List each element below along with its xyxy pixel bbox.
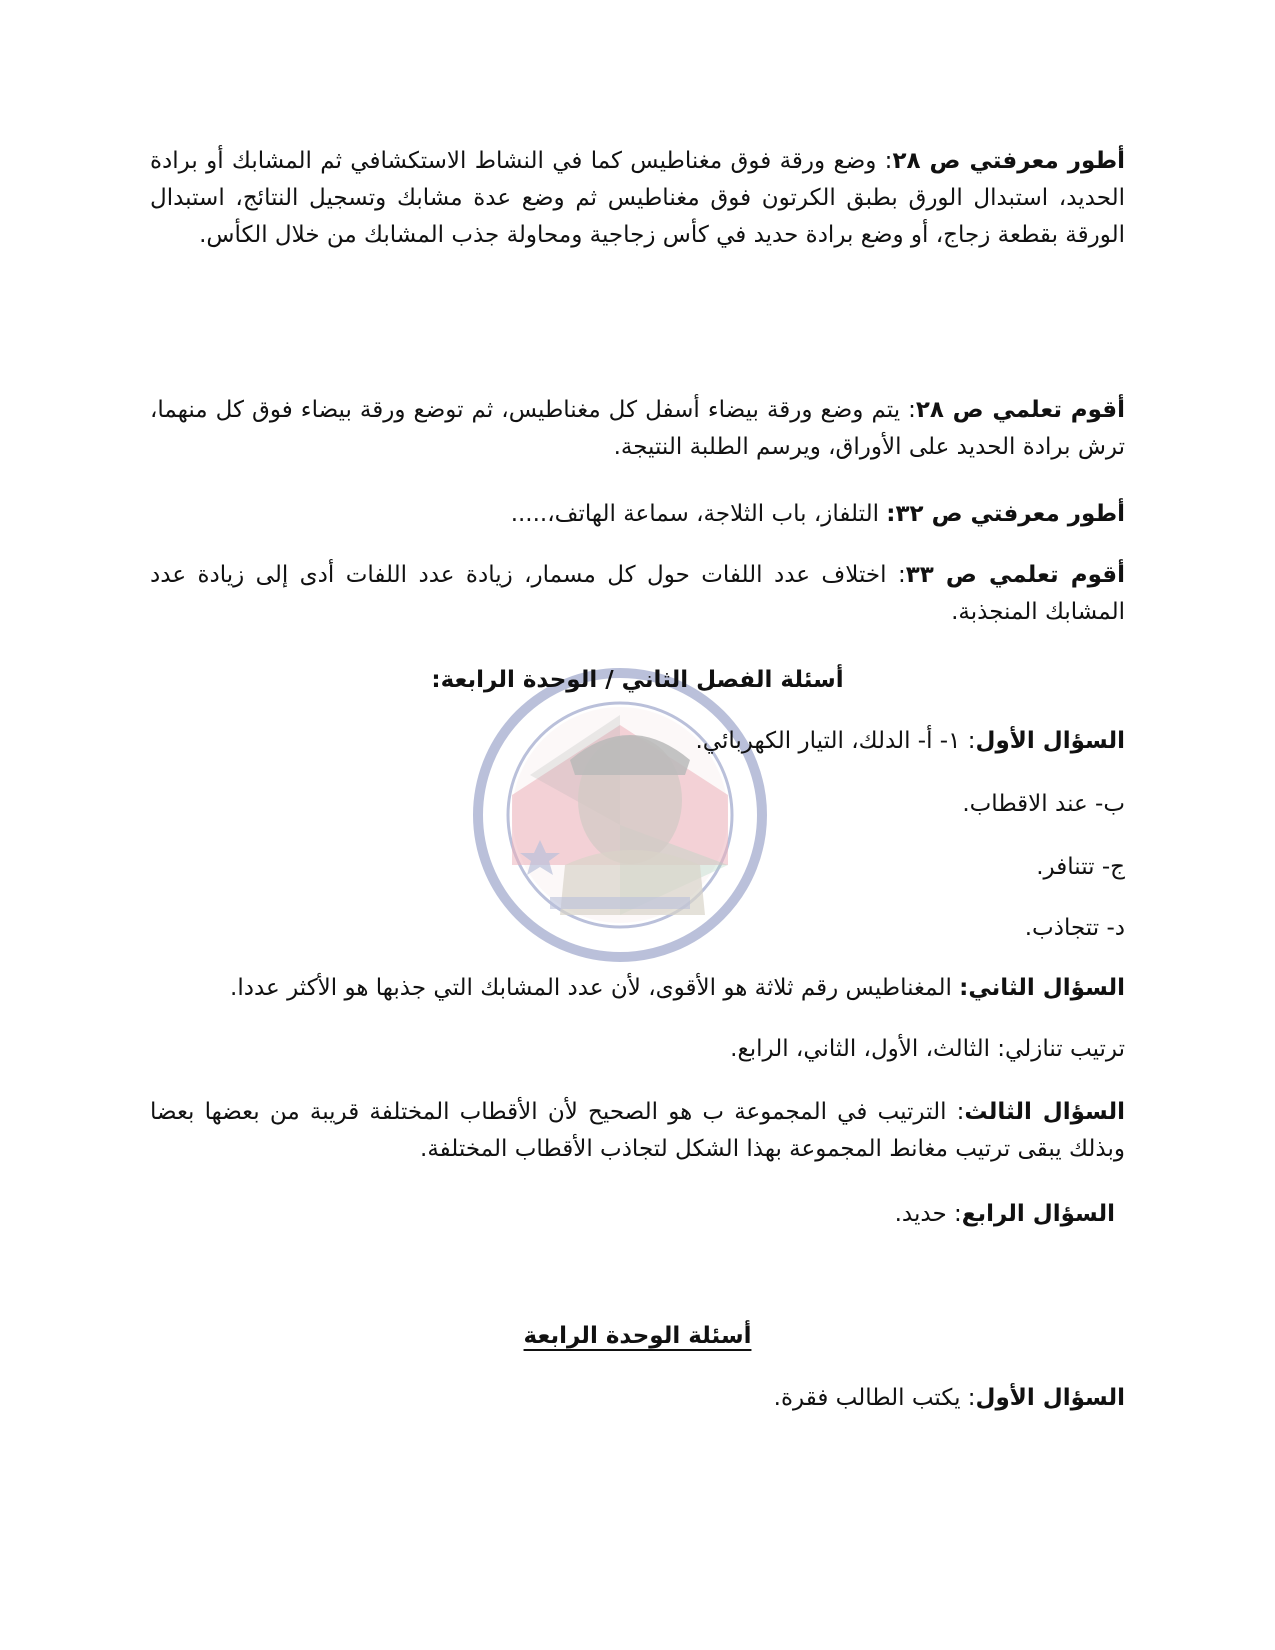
paragraph-text: : يتم وضع ورقة بيضاء أسفل كل مغناطيس، ثم توضع ورقة بيضاء فوق كل منهما، ترش برادة الحديد على الأوراق، ويرسم الطلبة النتيجة. — [150, 397, 1125, 460]
question-label: السؤال الثالث — [964, 1099, 1125, 1125]
paragraph-assess-p28 — [150, 392, 1125, 466]
question-two-order: ترتيب تنازلي: الثالث، الأول، الثاني، الرابع. — [730, 1036, 1125, 1062]
paragraph-text: : اختلاف عدد اللفات حول كل مسمار، زيادة عدد اللفات أدى إلى زيادة عدد المشابك المنجذبة. — [150, 562, 1125, 625]
paragraph-label: أقوم تعلمي ص ٣٣ — [905, 562, 1125, 588]
question-four-answer — [150, 1196, 1125, 1233]
answer-text: المغناطيس رقم ثلاثة هو الأقوى، لأن عدد المشابك التي جذبها هو الأكثر عددا. — [230, 975, 960, 1001]
unit-question-one-answer — [150, 1380, 1125, 1417]
section-heading-unit-four: أسئلة الوحدة الرابعة — [523, 1323, 752, 1349]
question-label: السؤال الأول — [975, 728, 1125, 754]
answer-text: : ١- أ- الدلك، التيار الكهربائي. — [695, 728, 976, 754]
question-one-answer-a — [150, 723, 1125, 760]
paragraph-develop-p32 — [150, 496, 1125, 533]
question-one-answer-c: ج- تتنافر. — [1036, 854, 1125, 880]
question-two-answer — [150, 970, 1125, 1007]
paragraph-text: التلفاز، باب الثلاجة، سماعة الهاتف،..... — [510, 501, 887, 527]
paragraph-text: : وضع ورقة فوق مغناطيس كما في النشاط الاستكشافي ثم المشابك أو برادة الحديد، استبدال الورق بطبق الكرتون فوق مغناطيس ثم وضع عدة مشابك وتسجيل النتائج، استبدال الورقة بقطعة زجاج، أو وضع برادة حديد في كأس زجاجية ومحاولة جذب المشابك من خلال الكأس. — [150, 148, 1125, 248]
question-label: السؤال الأول — [975, 1385, 1125, 1411]
question-label: السؤال الرابع — [961, 1201, 1115, 1227]
answer-text: : يكتب الطالب فقرة. — [773, 1385, 976, 1411]
section-heading-chapter-two: أسئلة الفصل الثاني / الوحدة الرابعة: — [431, 667, 844, 693]
paragraph-label: أقوم تعلمي ص ٢٨ — [915, 397, 1125, 423]
paragraph-assess-p33 — [150, 557, 1125, 631]
paragraph-label: أطور معرفتي ص ٢٨ — [892, 148, 1125, 174]
question-one-answer-d: د- تتجاذب. — [1024, 915, 1125, 941]
answer-text: : حديد. — [894, 1201, 962, 1227]
paragraph-learning-p28-develop — [150, 143, 1125, 254]
answer-text: : الترتيب في المجموعة ب هو الصحيح لأن الأقطاب المختلفة قريبة من بعضها بعضا وبذلك يبقى ترتيب مغانط المجموعة بهذا الشكل لتجاذب الأقطاب المختلفة. — [150, 1099, 1125, 1162]
paragraph-label: أطور معرفتي ص ٣٢: — [886, 501, 1125, 527]
question-one-answer-b: ب- عند الاقطاب. — [962, 791, 1125, 817]
question-three-answer — [150, 1094, 1125, 1168]
question-label: السؤال الثاني: — [959, 975, 1125, 1001]
